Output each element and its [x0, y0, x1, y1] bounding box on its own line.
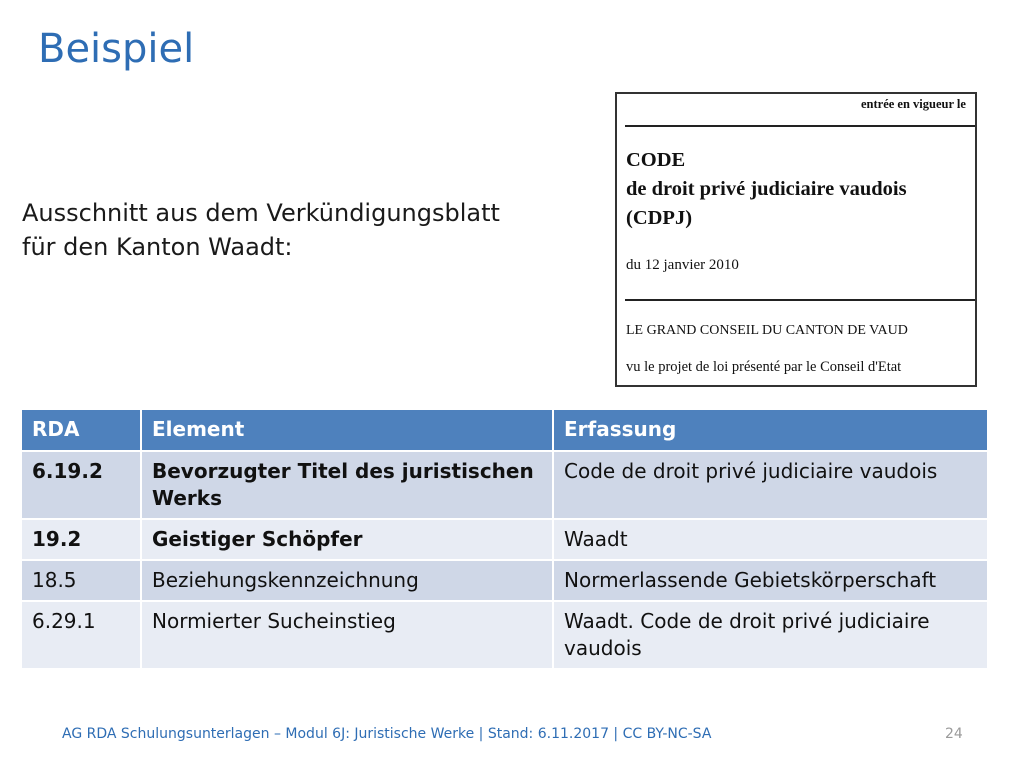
- cell-element: Bevorzugter Titel des juristischen Werks: [141, 451, 553, 519]
- excerpt-code-line-2: de droit privé judiciaire vaudois: [626, 178, 907, 200]
- footer-text: AG RDA Schulungsunterlagen – Modul 6J: Juristische Werke | Stand: 6.11.2017 | CC BY-NC-SA: [62, 726, 712, 742]
- table-header-row: [21, 409, 988, 451]
- cell-element: Normierter Sucheinstieg: [141, 601, 553, 669]
- table-row: [21, 519, 988, 560]
- gazette-excerpt-image: [615, 92, 977, 387]
- rda-table: [20, 408, 989, 670]
- page-number: 24: [945, 726, 963, 742]
- cell-element: Geistiger Schöpfer: [141, 519, 553, 560]
- cell-rda: 6.29.1: [21, 601, 141, 669]
- excerpt-rule-bottom: [625, 299, 975, 301]
- excerpt-council: LE GRAND CONSEIL DU CANTON DE VAUD: [626, 323, 908, 338]
- intro-line-2: für den Kanton Waadt:: [22, 233, 293, 261]
- excerpt-code-line-3: (CDPJ): [626, 207, 693, 229]
- excerpt-date: du 12 janvier 2010: [626, 257, 739, 273]
- table-row: [21, 601, 988, 669]
- cell-element: Beziehungskennzeichnung: [141, 560, 553, 601]
- cell-erfassung: Waadt. Code de droit privé judiciaire vaudois: [553, 601, 988, 669]
- header-rda: RDA: [21, 409, 141, 451]
- header-element: Element: [141, 409, 553, 451]
- table-row: [21, 451, 988, 519]
- cell-rda: 19.2: [21, 519, 141, 560]
- cell-erfassung: Code de droit privé judiciaire vaudois: [553, 451, 988, 519]
- cell-rda: 6.19.2: [21, 451, 141, 519]
- excerpt-vu: vu le projet de loi présenté par le Conseil d'Etat: [626, 359, 902, 375]
- cell-erfassung: Waadt: [553, 519, 988, 560]
- cell-rda: 18.5: [21, 560, 141, 601]
- excerpt-rule-top: [625, 125, 975, 127]
- excerpt-code-title: [626, 146, 907, 233]
- header-erfassung: Erfassung: [553, 409, 988, 451]
- slide-title: Beispiel: [38, 26, 195, 72]
- intro-line-1: Ausschnitt aus dem Verkündigungsblatt: [22, 199, 500, 227]
- intro-text: [22, 196, 602, 264]
- excerpt-header: entrée en vigueur le: [861, 97, 966, 111]
- table-row: [21, 560, 988, 601]
- excerpt-code-line-1: CODE: [626, 149, 686, 171]
- cell-erfassung: Normerlassende Gebietskörperschaft: [553, 560, 988, 601]
